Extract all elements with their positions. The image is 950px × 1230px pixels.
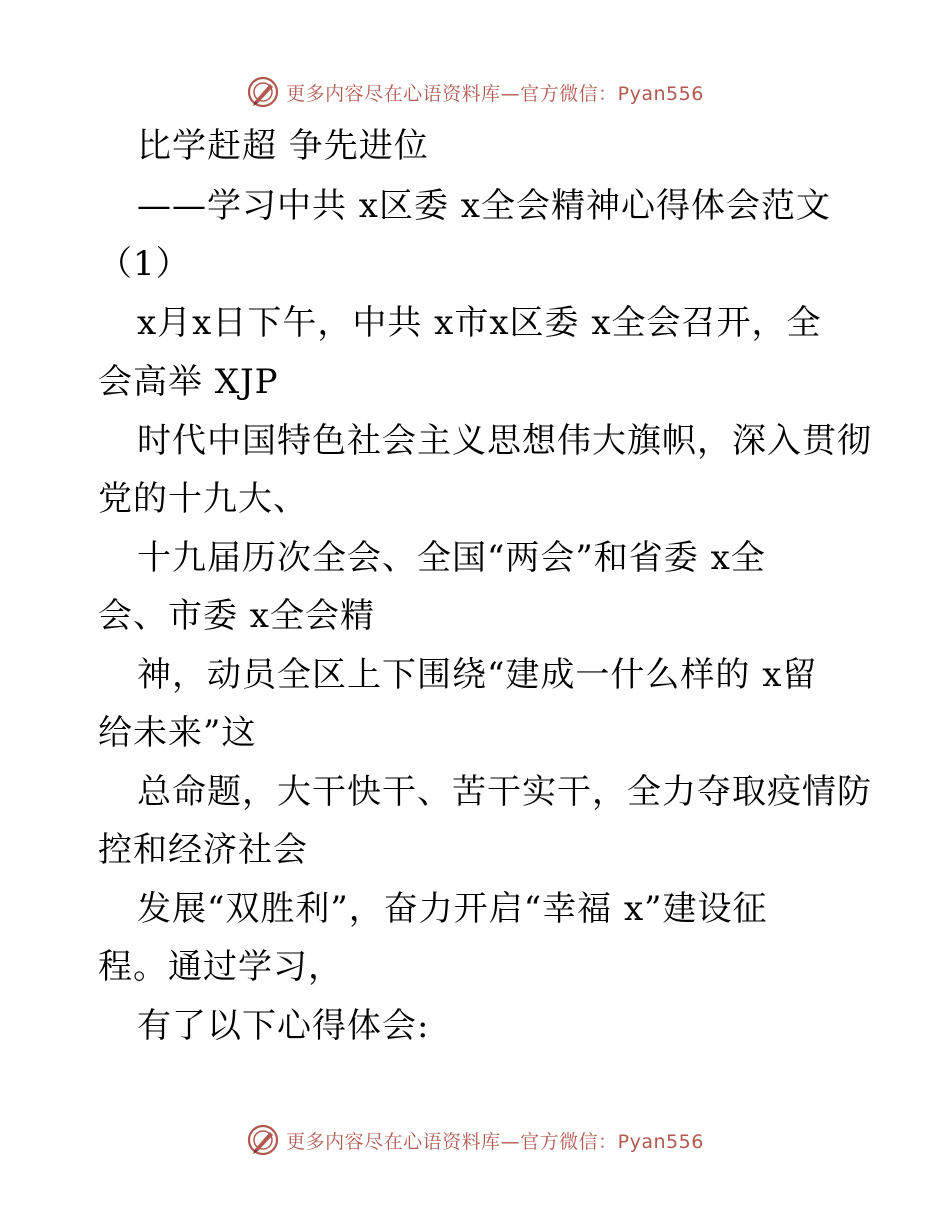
header-watermark — [0, 72, 950, 112]
paragraph-line: 控和经济社会 — [98, 830, 308, 870]
paragraph-line: 时代中国特色社会主义思想伟大旗帜，深入贯彻 — [137, 421, 872, 461]
paragraph-line: 十九届历次全会、全国“两会”和省委 x全 — [137, 538, 766, 578]
pen-circle-logo-icon — [246, 75, 280, 109]
paragraph-line: 会高举 XJP — [98, 362, 279, 402]
paragraph-line: 给未来”这 — [98, 713, 257, 753]
doc-subtitle-number: （1） — [98, 244, 191, 284]
paragraph-line: 发展“双胜利”，奋力开启“幸福 x”建设征 — [137, 889, 768, 929]
paragraph-line: 党的十九大、 — [98, 479, 308, 519]
paragraph-line: 神，动员全区上下围绕“建成一什么样的 x留 — [137, 655, 818, 695]
doc-subtitle: ——学习中共 x区委 x全会精神心得体会范文 — [137, 186, 831, 226]
doc-title: 比学赶超 争先进位 — [137, 126, 429, 166]
footer-watermark — [0, 1120, 950, 1160]
pen-circle-logo-icon — [246, 1123, 280, 1157]
paragraph-line: 程。通过学习， — [98, 947, 343, 987]
paragraph-line: x月x日下午，中共 x市x区委 x全会召开，全 — [137, 303, 822, 343]
watermark-text: 更多内容尽在心语资料库—官方微信：Pyan556 — [286, 82, 704, 105]
paragraph-line: 有了以下心得体会: — [137, 1006, 430, 1046]
watermark-text: 更多内容尽在心语资料库—官方微信：Pyan556 — [286, 1130, 704, 1153]
paragraph-line: 总命题，大干快干、苦干实干，全力夺取疫情防 — [137, 772, 872, 812]
paragraph-line: 会、市委 x全会精 — [98, 596, 375, 636]
